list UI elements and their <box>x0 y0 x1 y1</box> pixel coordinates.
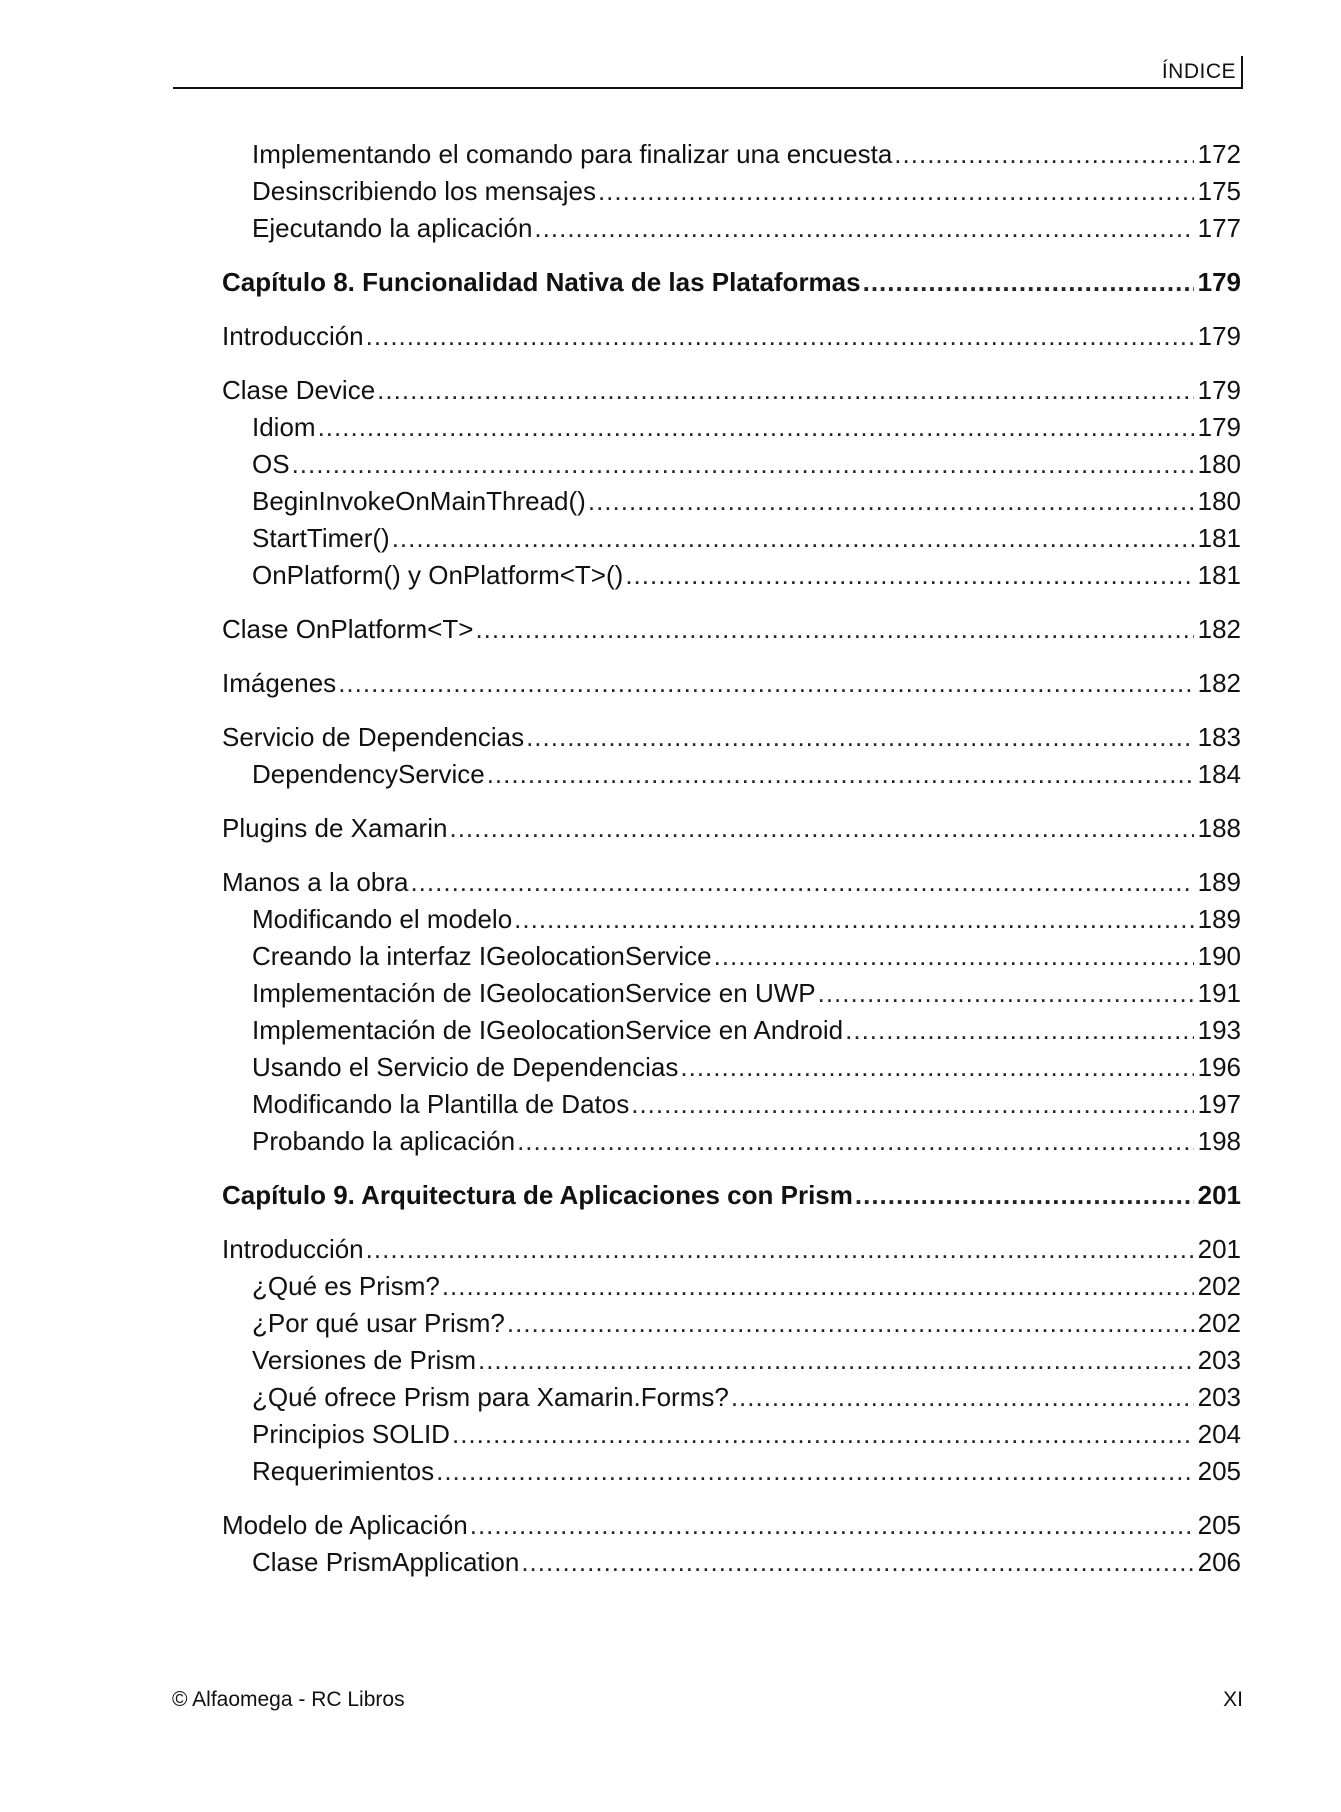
toc-entry-page: 190 <box>1197 941 1241 971</box>
toc-section-entry <box>222 372 1241 409</box>
toc-entry-title: StartTimer() <box>252 523 390 553</box>
toc-dot-leader <box>366 318 1194 355</box>
toc-subsection-entry <box>222 1416 1241 1453</box>
toc-entry-page: 175 <box>1197 176 1241 206</box>
toc-entry-title: OS <box>252 449 290 479</box>
toc-entry-title: ¿Qué ofrece Prism para Xamarin.Forms? <box>252 1382 729 1412</box>
toc-dot-leader <box>818 975 1194 1012</box>
toc-entry-page: 181 <box>1197 523 1241 553</box>
toc-entry-page: 179 <box>1197 375 1241 405</box>
toc-chapter-entry <box>222 264 1241 301</box>
toc-entry-page: 204 <box>1197 1419 1241 1449</box>
toc-dot-leader <box>845 1012 1193 1049</box>
toc-dot-leader <box>588 483 1194 520</box>
toc-entry-title: Introducción <box>222 321 364 351</box>
toc-entry-page: 202 <box>1197 1308 1241 1338</box>
toc-entry-title: Ejecutando la aplicación <box>252 213 533 243</box>
toc-dot-leader <box>534 210 1193 247</box>
table-of-contents <box>222 136 1241 1581</box>
toc-dot-leader <box>526 719 1194 756</box>
toc-dot-leader <box>452 1416 1194 1453</box>
toc-entry-title: Probando la aplicación <box>252 1126 516 1156</box>
toc-entry-page: 205 <box>1197 1456 1241 1486</box>
toc-dot-leader <box>410 864 1193 901</box>
toc-dot-leader <box>318 409 1194 446</box>
toc-entry-page: 172 <box>1197 139 1241 169</box>
toc-entry-page: 182 <box>1197 614 1241 644</box>
toc-section-entry <box>222 665 1241 702</box>
toc-dot-leader <box>338 665 1193 702</box>
toc-entry-title: Principios SOLID <box>252 1419 450 1449</box>
toc-subsection-entry <box>222 1049 1241 1086</box>
toc-dot-leader <box>731 1379 1194 1416</box>
toc-dot-leader <box>377 372 1193 409</box>
toc-subsection-entry <box>222 756 1241 793</box>
toc-entry-title: Implementación de IGeolocationService en UWP <box>252 978 816 1008</box>
toc-entry-title: Idiom <box>252 412 316 442</box>
toc-entry-page: 202 <box>1197 1271 1241 1301</box>
toc-entry-page: 198 <box>1197 1126 1241 1156</box>
toc-entry-page: 189 <box>1197 904 1241 934</box>
toc-entry-title: Clase OnPlatform<T> <box>222 614 474 644</box>
toc-dot-leader <box>478 1342 1194 1379</box>
toc-entry-page: 193 <box>1197 1015 1241 1045</box>
toc-dot-leader <box>449 810 1193 847</box>
toc-entry-page: 181 <box>1197 560 1241 590</box>
toc-entry-page: 179 <box>1197 321 1241 351</box>
toc-subsection-entry <box>222 1453 1241 1490</box>
toc-subsection-entry <box>222 136 1241 173</box>
header-vertical-bar <box>1241 56 1243 87</box>
toc-dot-leader <box>631 1086 1193 1123</box>
toc-subsection-entry <box>222 1544 1241 1581</box>
toc-entry-page: 183 <box>1197 722 1241 752</box>
toc-section-entry <box>222 318 1241 355</box>
toc-entry-title: BeginInvokeOnMainThread() <box>252 486 586 516</box>
toc-chapter-entry <box>222 1177 1241 1214</box>
toc-entry-title: Creando la interfaz IGeolocationService <box>252 941 712 971</box>
toc-entry-title: Modificando la Plantilla de Datos <box>252 1089 630 1119</box>
toc-entry-title: Usando el Servicio de Dependencias <box>252 1052 679 1082</box>
toc-entry-page: 201 <box>1197 1234 1241 1264</box>
toc-entry-title: Plugins de Xamarin <box>222 813 448 843</box>
toc-section-entry <box>222 864 1241 901</box>
toc-section-entry <box>222 1507 1241 1544</box>
toc-entry-title: Modificando el modelo <box>252 904 513 934</box>
header-rule <box>173 87 1243 89</box>
toc-entry-page: 179 <box>1197 412 1241 442</box>
toc-subsection-entry <box>222 1012 1241 1049</box>
toc-subsection-entry <box>222 938 1241 975</box>
toc-dot-leader <box>442 1268 1194 1305</box>
toc-dot-leader <box>292 446 1194 483</box>
toc-dot-leader <box>514 901 1193 938</box>
toc-subsection-entry <box>222 483 1241 520</box>
toc-subsection-entry <box>222 975 1241 1012</box>
toc-subsection-entry <box>222 446 1241 483</box>
footer-publisher: © Alfaomega - RC Libros <box>172 1688 405 1711</box>
toc-subsection-entry <box>222 520 1241 557</box>
toc-section-entry <box>222 719 1241 756</box>
toc-dot-leader <box>366 1231 1194 1268</box>
toc-entry-page: 179 <box>1197 267 1241 297</box>
toc-subsection-entry <box>222 1305 1241 1342</box>
toc-section-entry <box>222 611 1241 648</box>
toc-entry-page: 180 <box>1197 486 1241 516</box>
running-header-title: ÍNDICE <box>1161 60 1236 83</box>
toc-entry-title: Servicio de Dependencias <box>222 722 525 752</box>
toc-dot-leader <box>680 1049 1193 1086</box>
toc-entry-title: OnPlatform() y OnPlatform<T>() <box>252 560 624 590</box>
toc-entry-title: ¿Por qué usar Prism? <box>252 1308 505 1338</box>
toc-entry-title: Clase PrismApplication <box>252 1547 520 1577</box>
toc-entry-title: Manos a la obra <box>222 867 409 897</box>
toc-entry-title: DependencyService <box>252 759 485 789</box>
footer-page-number: XI <box>1223 1688 1243 1711</box>
toc-entry-title: Capítulo 9. Arquitectura de Aplicaciones con Prism <box>222 1180 853 1210</box>
toc-entry-page: 191 <box>1197 978 1241 1008</box>
toc-entry-page: 203 <box>1197 1382 1241 1412</box>
toc-subsection-entry <box>222 1086 1241 1123</box>
toc-subsection-entry <box>222 1342 1241 1379</box>
toc-entry-page: 189 <box>1197 867 1241 897</box>
toc-subsection-entry <box>222 1379 1241 1416</box>
toc-entry-title: Clase Device <box>222 375 376 405</box>
toc-dot-leader <box>475 611 1193 648</box>
toc-entry-page: 188 <box>1197 813 1241 843</box>
toc-dot-leader <box>436 1453 1194 1490</box>
toc-entry-title: Requerimientos <box>252 1456 435 1486</box>
toc-entry-title: Introducción <box>222 1234 364 1264</box>
toc-subsection-entry <box>222 557 1241 594</box>
toc-section-entry <box>222 810 1241 847</box>
toc-entry-title: Implementando el comando para finalizar una encuesta <box>252 139 893 169</box>
toc-entry-page: 182 <box>1197 668 1241 698</box>
toc-entry-title: Capítulo 8. Funcionalidad Nativa de las Plataformas <box>222 267 861 297</box>
toc-entry-title: ¿Qué es Prism? <box>252 1271 440 1301</box>
toc-entry-title: Modelo de Aplicación <box>222 1510 468 1540</box>
toc-entry-title: Versiones de Prism <box>252 1345 476 1375</box>
toc-subsection-entry <box>222 901 1241 938</box>
toc-dot-leader <box>517 1123 1194 1160</box>
toc-dot-leader <box>470 1507 1194 1544</box>
toc-subsection-entry <box>222 210 1241 247</box>
toc-entry-title: Desinscribiendo los mensajes <box>252 176 596 206</box>
toc-dot-leader <box>392 520 1194 557</box>
toc-entry-page: 201 <box>1197 1180 1241 1210</box>
toc-dot-leader <box>598 173 1194 210</box>
toc-dot-leader <box>863 264 1194 301</box>
toc-entry-page: 180 <box>1197 449 1241 479</box>
toc-subsection-entry <box>222 1123 1241 1160</box>
toc-entry-page: 203 <box>1197 1345 1241 1375</box>
toc-dot-leader <box>507 1305 1194 1342</box>
toc-entry-page: 206 <box>1197 1547 1241 1577</box>
toc-dot-leader <box>714 938 1194 975</box>
toc-entry-title: Implementación de IGeolocationService en Android <box>252 1015 844 1045</box>
toc-entry-page: 205 <box>1197 1510 1241 1540</box>
toc-entry-title: Imágenes <box>222 668 337 698</box>
toc-dot-leader <box>855 1177 1194 1214</box>
toc-entry-page: 196 <box>1197 1052 1241 1082</box>
toc-section-entry <box>222 1231 1241 1268</box>
toc-dot-leader <box>521 1544 1193 1581</box>
toc-subsection-entry <box>222 409 1241 446</box>
toc-dot-leader <box>894 136 1193 173</box>
toc-subsection-entry <box>222 1268 1241 1305</box>
toc-dot-leader <box>625 557 1193 594</box>
toc-subsection-entry <box>222 173 1241 210</box>
toc-entry-page: 197 <box>1197 1089 1241 1119</box>
toc-entry-page: 177 <box>1197 213 1241 243</box>
toc-entry-page: 184 <box>1197 759 1241 789</box>
toc-dot-leader <box>487 756 1194 793</box>
